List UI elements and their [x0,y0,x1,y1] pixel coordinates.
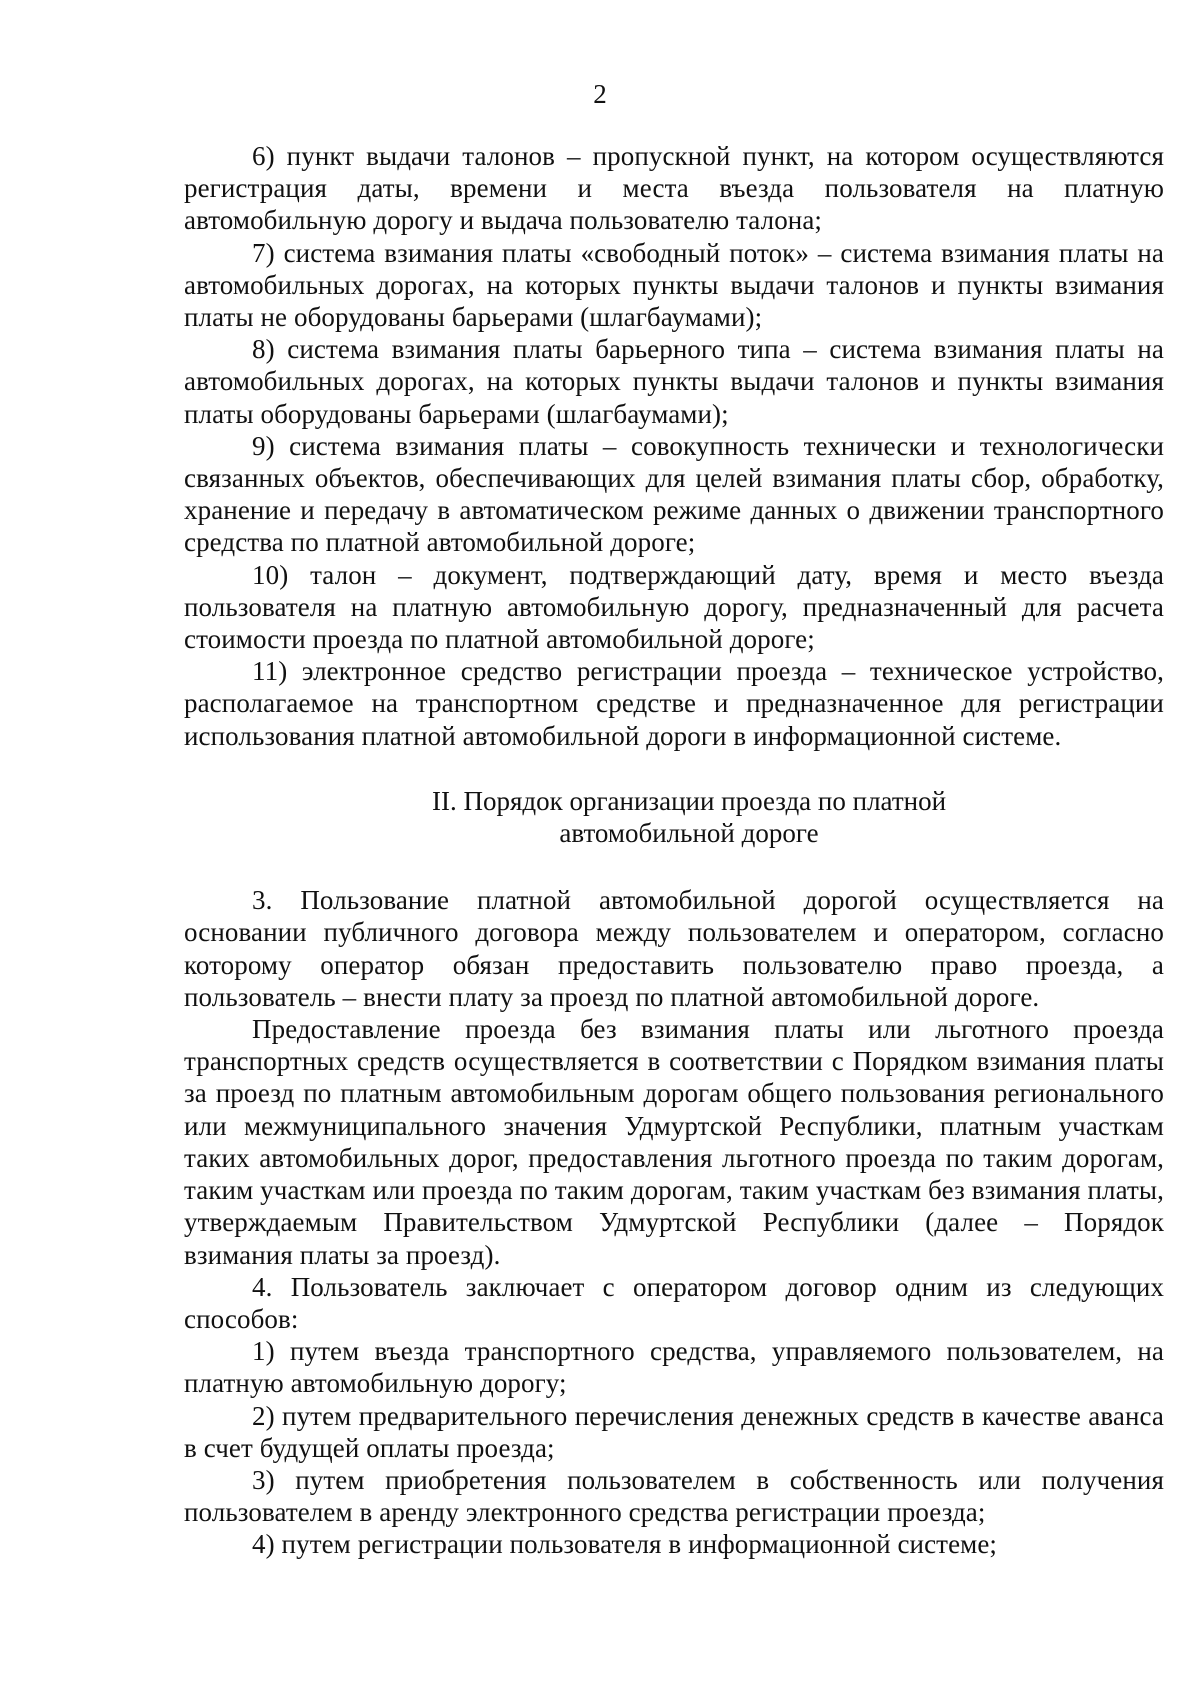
definition-item-7: 7) система взимания платы «свободный поток» – система взимания платы на автомобильных дорогах, на которых пункты выдачи талонов и пункты взимания платы не оборудованы барьерами (шлагбаумами); [184,237,1164,333]
definition-item-6: 6) пункт выдачи талонов – пропускной пункт, на котором осуществляются регистрация даты, времени и места въезда пользователя на платную автомобильную дорогу и выдача пользователю талона; [184,141,1164,236]
clause-4: 4. Пользователь заключает с оператором договор одним из следующих способов: [184,1271,1164,1334]
document-body [184,140,1164,1561]
definition-item-9: 9) система взимания платы – совокупность технически и технологически связанных объектов, обеспечивающих для целей взимания платы сбор, обработку, хранение и передачу в автоматическом режиме данных о движении транспортного средства по платной автомобильной дороге; [184,430,1164,558]
clause-3-paragraph-2: Предоставление проезда без взимания платы или льготного проезда транспортных средств осуществляется в соответствии с Порядком взимания платы за проезд по платным автомобильным дорогам общего пользования регионального или межмуниципального значения Удмуртской Республики, платным участкам таких автомобильных дорог, предоставления льготного проезда по таким дорогам, таким участкам или проезда по таким дорогам, таким участкам без взимания платы, утверждаемым Правительством Удмуртской Республики (далее – Порядок взимания платы за проезд). [184,1014,1164,1270]
clause-4-item-4: 4) путем регистрации пользователя в информационной системе; [252,1529,998,1560]
clause-4-item-3: 3) путем приобретения пользователем в собственность или получения пользователем в аренду электронного средства регистрации проезда; [184,1464,1164,1528]
section-heading-line-1: II. Порядок организации проезда по платной [431,785,947,816]
page-number: 2 [593,79,607,109]
clause-4-item-1: 1) путем въезда транспортного средства, управляемого пользователем, на платную автомобильную дорогу; [184,1336,1164,1399]
section-heading [184,785,1164,849]
clause-4-item-2: 2) путем предварительного перечисления денежных средств в качестве аванса в счет будущей оплаты проезда; [184,1400,1164,1463]
definition-item-11: 11) электронное средство регистрации проезда – техническое устройство, располагаемое на транспортном средстве и предназначенное для регистрации использования платной автомобильной дороги в информационной системе. [184,656,1164,751]
clause-3: 3. Пользование платной автомобильной дорогой осуществляется на основании публичного договора между пользователем и оператором, согласно которому оператор обязан предоставить пользователю право проезда, а пользователь – внести плату за проезд по платной автомобильной дороге. [184,885,1164,1012]
definition-item-10: 10) талон – документ, подтверждающий дату, время и место въезда пользователя на платную автомобильную дорогу, предназначенный для расчета стоимости проезда по платной автомобильной дороге; [184,559,1164,655]
section-heading-line-2: автомобильной дороге [559,818,819,849]
definition-item-8: 8) система взимания платы барьерного типа – система взимания платы на автомобильных дорогах, на которых пункты выдачи талонов и пункты взимания платы оборудованы барьерами (шлагбаумами); [184,334,1164,429]
